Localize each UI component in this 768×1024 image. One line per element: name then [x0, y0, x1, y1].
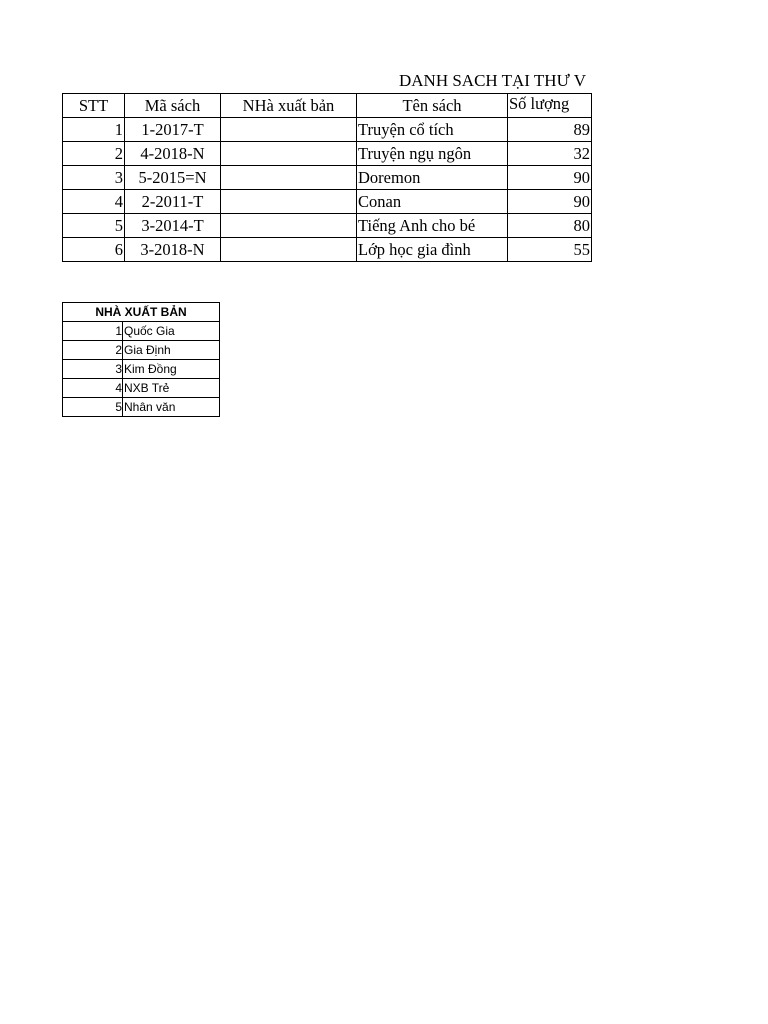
cell-nha-xuat-ban[interactable] — [221, 214, 357, 238]
table-row — [63, 214, 592, 238]
list-item — [63, 341, 220, 360]
sheet-title: DANH SACH TẠI THƯ V — [399, 71, 586, 90]
header-nha-xuat-ban[interactable]: NHà xuất bản — [221, 94, 357, 118]
cell-stt[interactable]: 4 — [63, 190, 125, 214]
table-row — [63, 166, 592, 190]
publisher-name[interactable]: NXB Trẻ — [123, 379, 220, 398]
publisher-number[interactable]: 1 — [63, 322, 123, 341]
table-row — [63, 190, 592, 214]
cell-nha-xuat-ban[interactable] — [221, 142, 357, 166]
cell-so-luong[interactable]: 55 — [508, 238, 592, 262]
cell-stt[interactable]: 1 — [63, 118, 125, 142]
cell-ma-sach[interactable]: 1-2017-T — [125, 118, 221, 142]
publisher-name[interactable]: Kim Đồng — [123, 360, 220, 379]
cell-so-luong[interactable]: 89 — [508, 118, 592, 142]
cell-so-luong[interactable]: 80 — [508, 214, 592, 238]
books-table — [62, 93, 592, 262]
cell-ten-sach[interactable]: Tiếng Anh cho bé — [357, 214, 508, 238]
cell-ma-sach[interactable]: 4-2018-N — [125, 142, 221, 166]
cell-ten-sach[interactable]: Lớp học gia đình — [357, 238, 508, 262]
cell-ten-sach[interactable]: Truyện ngụ ngôn — [357, 142, 508, 166]
publishers-table — [62, 302, 220, 417]
list-item — [63, 360, 220, 379]
cell-so-luong[interactable]: 32 — [508, 142, 592, 166]
header-stt[interactable]: STT — [63, 94, 125, 118]
publishers-header[interactable]: NHÀ XUẤT BẢN — [63, 303, 220, 322]
cell-ten-sach[interactable]: Conan — [357, 190, 508, 214]
list-item — [63, 322, 220, 341]
publisher-name[interactable]: Quốc Gia — [123, 322, 220, 341]
cell-stt[interactable]: 5 — [63, 214, 125, 238]
publishers-header-row — [63, 303, 220, 322]
cell-nha-xuat-ban[interactable] — [221, 190, 357, 214]
cell-so-luong[interactable]: 90 — [508, 166, 592, 190]
cell-nha-xuat-ban[interactable] — [221, 238, 357, 262]
cell-nha-xuat-ban[interactable] — [221, 166, 357, 190]
list-item — [63, 398, 220, 417]
cell-ma-sach[interactable]: 5-2015=N — [125, 166, 221, 190]
publisher-name[interactable]: Nhân văn — [123, 398, 220, 417]
publisher-number[interactable]: 2 — [63, 341, 123, 360]
publisher-number[interactable]: 4 — [63, 379, 123, 398]
cell-ten-sach[interactable]: Doremon — [357, 166, 508, 190]
cell-nha-xuat-ban[interactable] — [221, 118, 357, 142]
publisher-number[interactable]: 3 — [63, 360, 123, 379]
header-ten-sach[interactable]: Tên sách — [357, 94, 508, 118]
cell-stt[interactable]: 2 — [63, 142, 125, 166]
cell-ten-sach[interactable]: Truyện cổ tích — [357, 118, 508, 142]
table-row — [63, 118, 592, 142]
list-item — [63, 379, 220, 398]
cell-stt[interactable]: 6 — [63, 238, 125, 262]
header-so-luong[interactable]: Số lượng — [508, 94, 592, 118]
cell-so-luong[interactable]: 90 — [508, 190, 592, 214]
publisher-number[interactable]: 5 — [63, 398, 123, 417]
cell-ma-sach[interactable]: 2-2011-T — [125, 190, 221, 214]
table-row — [63, 238, 592, 262]
books-header-row — [63, 94, 592, 118]
table-row — [63, 142, 592, 166]
cell-stt[interactable]: 3 — [63, 166, 125, 190]
cell-ma-sach[interactable]: 3-2014-T — [125, 214, 221, 238]
cell-ma-sach[interactable]: 3-2018-N — [125, 238, 221, 262]
header-ma-sach[interactable]: Mã sách — [125, 94, 221, 118]
publisher-name[interactable]: Gia Định — [123, 341, 220, 360]
